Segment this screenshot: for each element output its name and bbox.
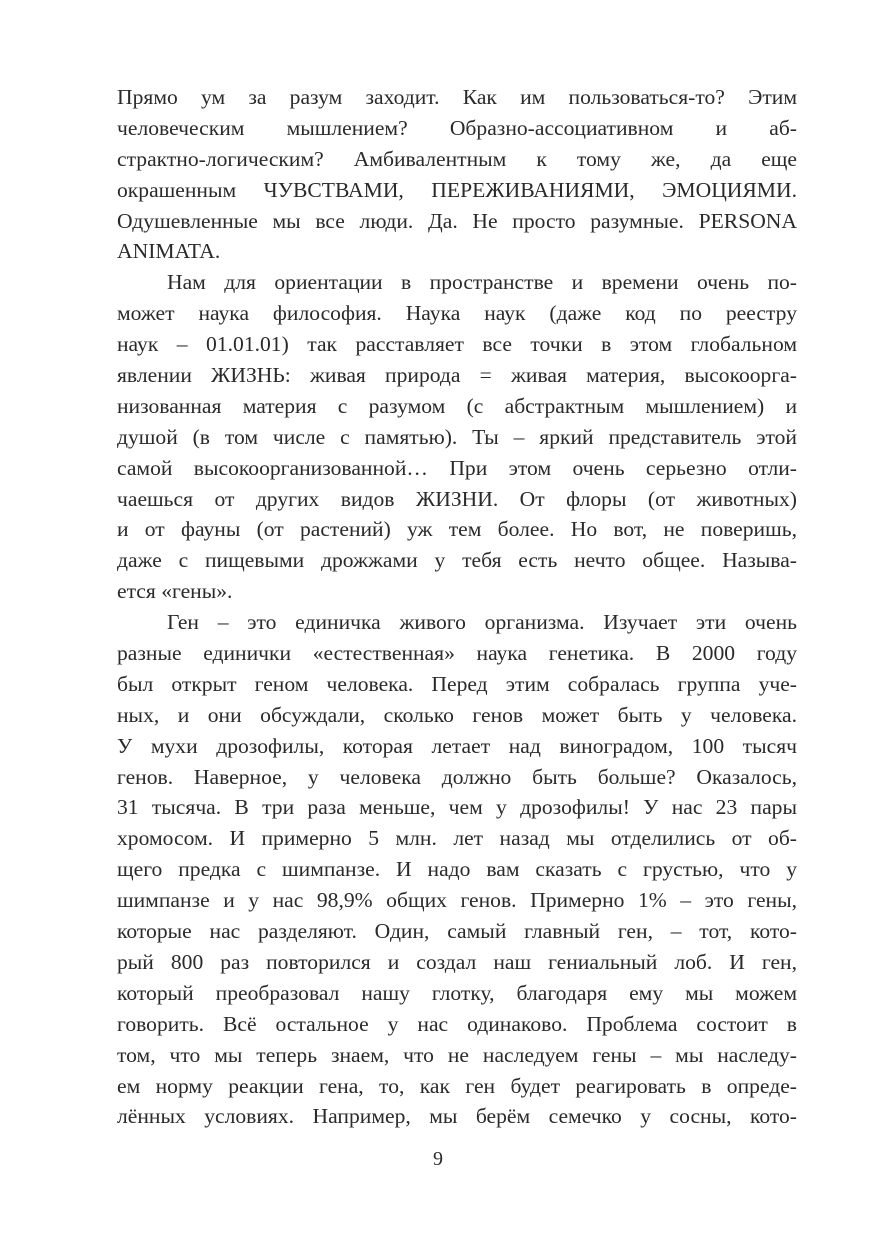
paragraph <box>117 82 797 267</box>
text-line: самой высокоорганизованной… При этом очень серьезно отли- <box>117 455 797 480</box>
text-line: которые нас разделяют. Один, самый главный ген, – тот, кото- <box>117 919 797 944</box>
text-line: даже с пищевыми дрожжами у тебя есть нечто общее. Называ- <box>117 548 797 573</box>
paragraph <box>117 267 797 607</box>
text-line: генов. Наверное, у человека должно быть больше? Оказалось, <box>117 764 797 789</box>
text-line: Одушевленные мы все люди. Да. Не просто разумные. PERSONA <box>117 208 797 233</box>
text-line: ных, и они обсуждали, сколько генов может быть у человека. <box>117 702 797 727</box>
text-line: ANIMATA. <box>117 239 221 264</box>
text-line: ется «гены». <box>117 579 233 604</box>
paragraph <box>117 607 797 1132</box>
text-line: был открыт геном человека. Перед этим собралась группа уче- <box>117 671 797 696</box>
text-line: душой (в том числе с памятью). Ты – яркий представитель этой <box>117 424 797 449</box>
text-line: разные единички «естественная» наука генетика. В 2000 году <box>117 641 797 666</box>
text-line: рый 800 раз повторился и создал наш гениальный лоб. И ген, <box>117 949 797 974</box>
text-line: наук – 01.01.01) так расставляет все точки в этом глобальном <box>117 332 797 357</box>
text-line: окрашенным ЧУВСТВАМИ, ПЕРЕЖИВАНИЯМИ, ЭМОЦИЯМИ. <box>117 177 797 202</box>
text-line: Прямо ум за разум заходит. Как им пользоваться-то? Этим <box>117 85 797 109</box>
text-line: лённых условиях. Например, мы берём семечко у сосны, кото- <box>117 1104 797 1129</box>
text-line: том, что мы теперь знаем, что не наследуем гены – мы наследу- <box>117 1042 797 1067</box>
text-line: Ген – это единичка живого организма. Изучает эти очень <box>167 610 797 635</box>
text-line: может наука философия. Наука наук (даже код по реестру <box>117 301 797 326</box>
text-line: шимпанзе и у нас 98,9% общих генов. Примерно 1% – это гены, <box>117 888 797 913</box>
text-line: явлении ЖИЗНЬ: живая природа = живая материя, высокоорга- <box>117 363 797 388</box>
page-number: 9 <box>433 1148 443 1170</box>
text-line: У мухи дрозофилы, которая летает над виноградом, 100 тысяч <box>117 733 797 758</box>
text-line: низованная материя с разумом (с абстрактным мышлением) и <box>117 393 797 418</box>
body-text <box>117 82 797 1132</box>
text-line: 31 тысяча. В три раза меньше, чем у дрозофилы! У нас 23 пары <box>117 795 797 820</box>
text-line: щего предка с шимпанзе. И надо вам сказать с грустью, что у <box>117 857 797 882</box>
text-line: и от фауны (от растений) уж тем более. Но вот, не поверишь, <box>117 517 797 542</box>
text-line: ем норму реакции гена, то, как ген будет реагировать в опреде- <box>117 1073 797 1098</box>
text-line: чаешься от других видов ЖИЗНИ. От флоры (от животных) <box>117 486 797 511</box>
text-line: говорить. Всё остальное у нас одинаково. Проблема состоит в <box>117 1011 797 1036</box>
text-line: хромосом. И примерно 5 млн. лет назад мы отделились от об- <box>117 826 797 851</box>
text-line: страктно-логическим? Амбивалентным к тому же, да еще <box>117 146 797 171</box>
text-line: который преобразовал нашу глотку, благодаря ему мы можем <box>117 980 797 1005</box>
text-line: человеческим мышлением? Образно-ассоциативном и аб- <box>117 115 797 140</box>
text-line: Нам для ориентации в пространстве и времени очень по- <box>167 270 797 295</box>
